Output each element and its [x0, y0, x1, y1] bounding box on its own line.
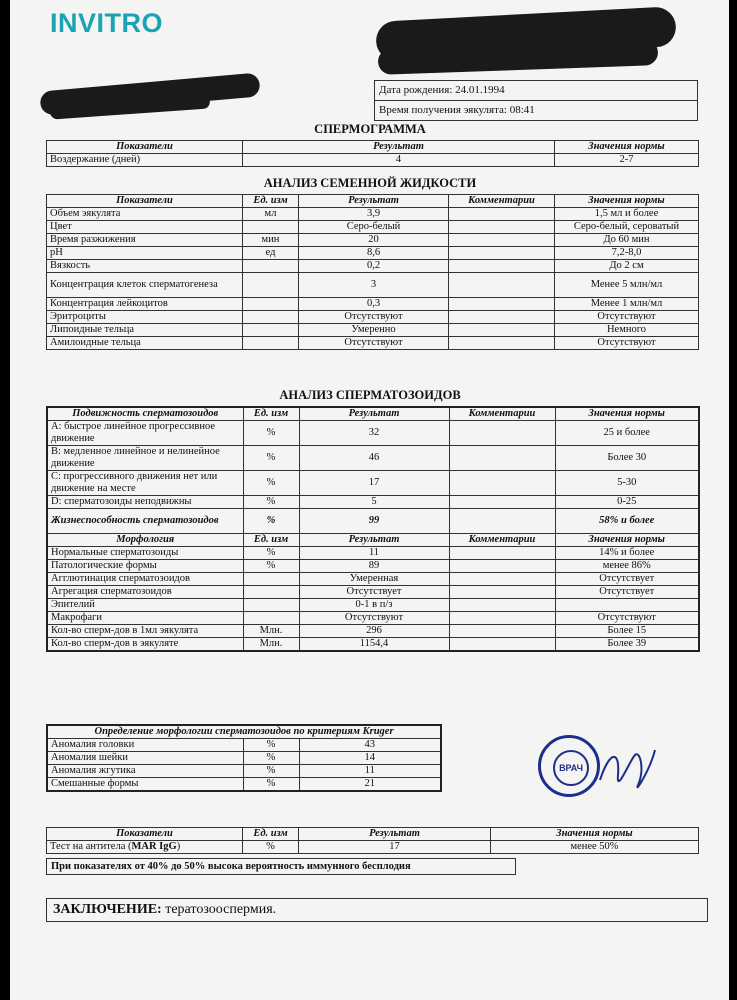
table-row	[47, 421, 699, 446]
patient-info	[374, 80, 698, 121]
table-row	[47, 739, 441, 752]
col-header: Ед. изм	[243, 407, 299, 421]
cell	[449, 260, 555, 273]
cell: 89	[299, 560, 449, 573]
col-header: Комментарии	[449, 534, 555, 547]
cell: Более 39	[555, 638, 699, 652]
table-row	[47, 625, 699, 638]
cell: 25 и более	[555, 421, 699, 446]
cell: До 60 мин	[555, 234, 699, 247]
cell: Более 30	[555, 446, 699, 471]
cell: A: быстрое линейное прогрессивное движение	[47, 421, 243, 446]
table-row	[47, 534, 699, 547]
cell	[449, 298, 555, 311]
table-row	[47, 324, 699, 337]
cell	[243, 311, 299, 324]
table-row	[47, 573, 699, 586]
cell: Кол-во сперм-дов в 1мл эякулята	[47, 625, 243, 638]
table-row	[47, 154, 699, 167]
cell: 21	[299, 778, 441, 792]
cell: Отсутствуют	[555, 612, 699, 625]
cell: Эпителий	[47, 599, 243, 612]
cell: Нормальные сперматозоиды	[47, 547, 243, 560]
mar-label-suffix: )	[176, 841, 181, 852]
cell: Отсутствуют	[555, 337, 699, 350]
cell: Патологические формы	[47, 560, 243, 573]
cell	[449, 421, 555, 446]
cell: Отсутствует	[555, 586, 699, 599]
cell: Жизнеспособность сперматозоидов	[47, 509, 243, 534]
cell: B: медленное линейное и нелинейное движение	[47, 446, 243, 471]
cell: менее 86%	[555, 560, 699, 573]
cell: 0,2	[299, 260, 449, 273]
table-row	[47, 496, 699, 509]
cell	[243, 337, 299, 350]
cell	[243, 273, 299, 298]
table-row	[47, 471, 699, 496]
table-row	[47, 841, 699, 854]
cell	[449, 573, 555, 586]
mar-label-bold: MAR IgG	[131, 841, 177, 852]
cell: %	[243, 446, 299, 471]
cell: Менее 1 млн/мл	[555, 298, 699, 311]
cell: 1154,4	[299, 638, 449, 652]
table-row	[47, 586, 699, 599]
cell: Менее 5 млн/мл	[555, 273, 699, 298]
col-header: Подвижность сперматозоидов	[47, 407, 243, 421]
cell	[449, 586, 555, 599]
cell: Серо-белый	[299, 221, 449, 234]
cell	[449, 560, 555, 573]
cell: 17	[299, 841, 491, 854]
cell: 5-30	[555, 471, 699, 496]
cell: Умеренная	[299, 573, 449, 586]
cell	[449, 496, 555, 509]
cell	[243, 298, 299, 311]
cell: %	[243, 547, 299, 560]
cell	[243, 573, 299, 586]
cell	[449, 612, 555, 625]
table-row	[47, 247, 699, 260]
cell: 5	[299, 496, 449, 509]
section-title-semen: АНАЛИЗ СЕМЕННОЙ ЖИДКОСТИ	[263, 176, 477, 190]
cell	[449, 247, 555, 260]
cell: %	[243, 560, 299, 573]
col-header: Ед. изм	[243, 534, 299, 547]
table-row	[47, 208, 699, 221]
cell	[449, 208, 555, 221]
cell: %	[243, 471, 299, 496]
cell	[449, 324, 555, 337]
cell: %	[243, 421, 299, 446]
col-header: Значения нормы	[555, 534, 699, 547]
kruger-table	[46, 724, 442, 792]
col-header: Результат	[299, 534, 449, 547]
col-header: Результат	[299, 828, 491, 841]
spermogram-table	[46, 140, 699, 167]
cell: %	[243, 765, 299, 778]
cell: Концентрация клеток сперматогенеза	[47, 273, 243, 298]
cell	[449, 638, 555, 652]
col-header: Показатели	[47, 195, 243, 208]
table-row	[47, 446, 699, 471]
cell: 11	[299, 547, 449, 560]
cell	[449, 273, 555, 298]
stamp-label: ВРАЧ	[553, 750, 589, 786]
cell: 0-1 в п/з	[299, 599, 449, 612]
cell: 99	[299, 509, 449, 534]
cell: 296	[299, 625, 449, 638]
section-title-sperm: АНАЛИЗ СПЕРМАТОЗОИДОВ	[279, 388, 461, 402]
col-header: Значения нормы	[555, 195, 699, 208]
cell: Смешанные формы	[47, 778, 243, 792]
cell: 32	[299, 421, 449, 446]
col-header: Значения нормы	[555, 407, 699, 421]
table-row	[47, 298, 699, 311]
col-header: Комментарии	[449, 195, 555, 208]
cell: 14% и более	[555, 547, 699, 560]
report-page	[10, 0, 729, 1000]
cell: Объем эякулята	[47, 208, 243, 221]
table-row	[47, 337, 699, 350]
table-row	[47, 599, 699, 612]
cell: %	[243, 752, 299, 765]
invitro-logo: INVITRO	[50, 8, 164, 38]
cell	[243, 612, 299, 625]
cell: Отсутствуют	[299, 311, 449, 324]
cell	[243, 599, 299, 612]
cell: Аномалия жгутика	[47, 765, 243, 778]
cell: 0-25	[555, 496, 699, 509]
cell: %	[243, 496, 299, 509]
table-row	[47, 260, 699, 273]
cell: %	[243, 739, 299, 752]
cell: 3,9	[299, 208, 449, 221]
table-row	[47, 273, 699, 298]
cell: ед	[243, 247, 299, 260]
cell: До 2 см	[555, 260, 699, 273]
col-header: Ед. изм	[243, 195, 299, 208]
cell: D: сперматозоиды неподвижны	[47, 496, 243, 509]
cell	[449, 509, 555, 534]
cell: Липоидные тельца	[47, 324, 243, 337]
cell: Амилоидные тельца	[47, 337, 243, 350]
cell: 58% и более	[555, 509, 699, 534]
cell	[243, 324, 299, 337]
cell: мин	[243, 234, 299, 247]
conclusion-text: тератозооспермия.	[161, 902, 277, 917]
cell	[449, 311, 555, 324]
cell: %	[243, 509, 299, 534]
table-row	[47, 407, 699, 421]
cell	[449, 471, 555, 496]
cell: Серо-белый, сероватый	[555, 221, 699, 234]
cell: C: прогрессивного движения нет или движение на месте	[47, 471, 243, 496]
semen-table	[46, 194, 699, 350]
cell: Концентрация лейкоцитов	[47, 298, 243, 311]
cell: 1,5 мл и более	[555, 208, 699, 221]
cell: мл	[243, 208, 299, 221]
cell: Агглютинация сперматозоидов	[47, 573, 243, 586]
cell: 8,6	[299, 247, 449, 260]
table-row	[47, 311, 699, 324]
table-row	[47, 778, 441, 792]
col-header: Результат	[243, 141, 555, 154]
mar-test-table	[46, 827, 699, 854]
cell	[449, 234, 555, 247]
cell: менее 50%	[491, 841, 699, 854]
table-row	[47, 638, 699, 652]
cell	[449, 221, 555, 234]
col-header: Значения нормы	[555, 141, 699, 154]
cell: Умеренно	[299, 324, 449, 337]
ejaculate-time: Время получения эякулята: 08:41	[379, 104, 535, 116]
col-header: Показатели	[47, 141, 243, 154]
mar-note: При показателях от 40% до 50% высока вероятность иммунного бесплодия	[46, 858, 516, 875]
cell: 14	[299, 752, 441, 765]
cell: Млн.	[243, 625, 299, 638]
table-row	[47, 234, 699, 247]
cell: 17	[299, 471, 449, 496]
conclusion-label: ЗАКЛЮЧЕНИЕ:	[53, 902, 162, 917]
cell: Аномалия головки	[47, 739, 243, 752]
col-header: Показатели	[47, 828, 243, 841]
mar-label-prefix: Тест на антитела (	[50, 841, 132, 852]
col-header: Комментарии	[449, 407, 555, 421]
cell: 7,2-8,0	[555, 247, 699, 260]
col-header: Значения нормы	[491, 828, 699, 841]
cell: Отсутствует	[299, 586, 449, 599]
cell: Цвет	[47, 221, 243, 234]
cell: Макрофаги	[47, 612, 243, 625]
cell	[243, 221, 299, 234]
cell: Эритроциты	[47, 311, 243, 324]
cell: Более 15	[555, 625, 699, 638]
kruger-title: Определение морфологии сперматозоидов по критериям Kruger	[47, 725, 441, 739]
col-header: Результат	[299, 407, 449, 421]
signature	[590, 740, 660, 800]
table-row	[47, 560, 699, 573]
cell: 46	[299, 446, 449, 471]
cell: Млн.	[243, 638, 299, 652]
cell: 4	[243, 154, 555, 167]
table-row	[47, 547, 699, 560]
cell: 20	[299, 234, 449, 247]
cell	[449, 625, 555, 638]
cell: Кол-во сперм-дов в эякуляте	[47, 638, 243, 652]
cell: pH	[47, 247, 243, 260]
cell	[243, 260, 299, 273]
cell	[449, 337, 555, 350]
cell: 11	[299, 765, 441, 778]
cell	[449, 446, 555, 471]
cell: 0,3	[299, 298, 449, 311]
cell: Агрегация сперматозоидов	[47, 586, 243, 599]
col-header: Ед. изм	[243, 828, 299, 841]
section-title-spermogram: СПЕРМОГРАММА	[314, 122, 426, 136]
table-row	[47, 765, 441, 778]
cell: Время разжижения	[47, 234, 243, 247]
col-header: Результат	[299, 195, 449, 208]
table-row	[47, 752, 441, 765]
cell: Аномалия шейки	[47, 752, 243, 765]
cell: Вязкость	[47, 260, 243, 273]
col-header: Морфология	[47, 534, 243, 547]
conclusion	[46, 898, 708, 922]
birth-date: Дата рождения: 24.01.1994	[375, 81, 697, 101]
cell: Воздержание (дней)	[47, 154, 243, 167]
cell: Отсутствует	[555, 573, 699, 586]
cell: Отсутствуют	[299, 337, 449, 350]
sperm-analysis-table	[46, 406, 700, 652]
table-row	[47, 221, 699, 234]
cell: 3	[299, 273, 449, 298]
cell	[555, 599, 699, 612]
cell	[449, 599, 555, 612]
cell	[449, 547, 555, 560]
cell: %	[243, 778, 299, 792]
cell: %	[243, 841, 299, 854]
cell	[243, 586, 299, 599]
cell: Отсутствуют	[299, 612, 449, 625]
cell: 2-7	[555, 154, 699, 167]
cell: Немного	[555, 324, 699, 337]
cell: Отсутствуют	[555, 311, 699, 324]
table-row	[47, 612, 699, 625]
cell	[47, 841, 243, 854]
viability-row	[47, 509, 699, 534]
cell: 43	[299, 739, 441, 752]
